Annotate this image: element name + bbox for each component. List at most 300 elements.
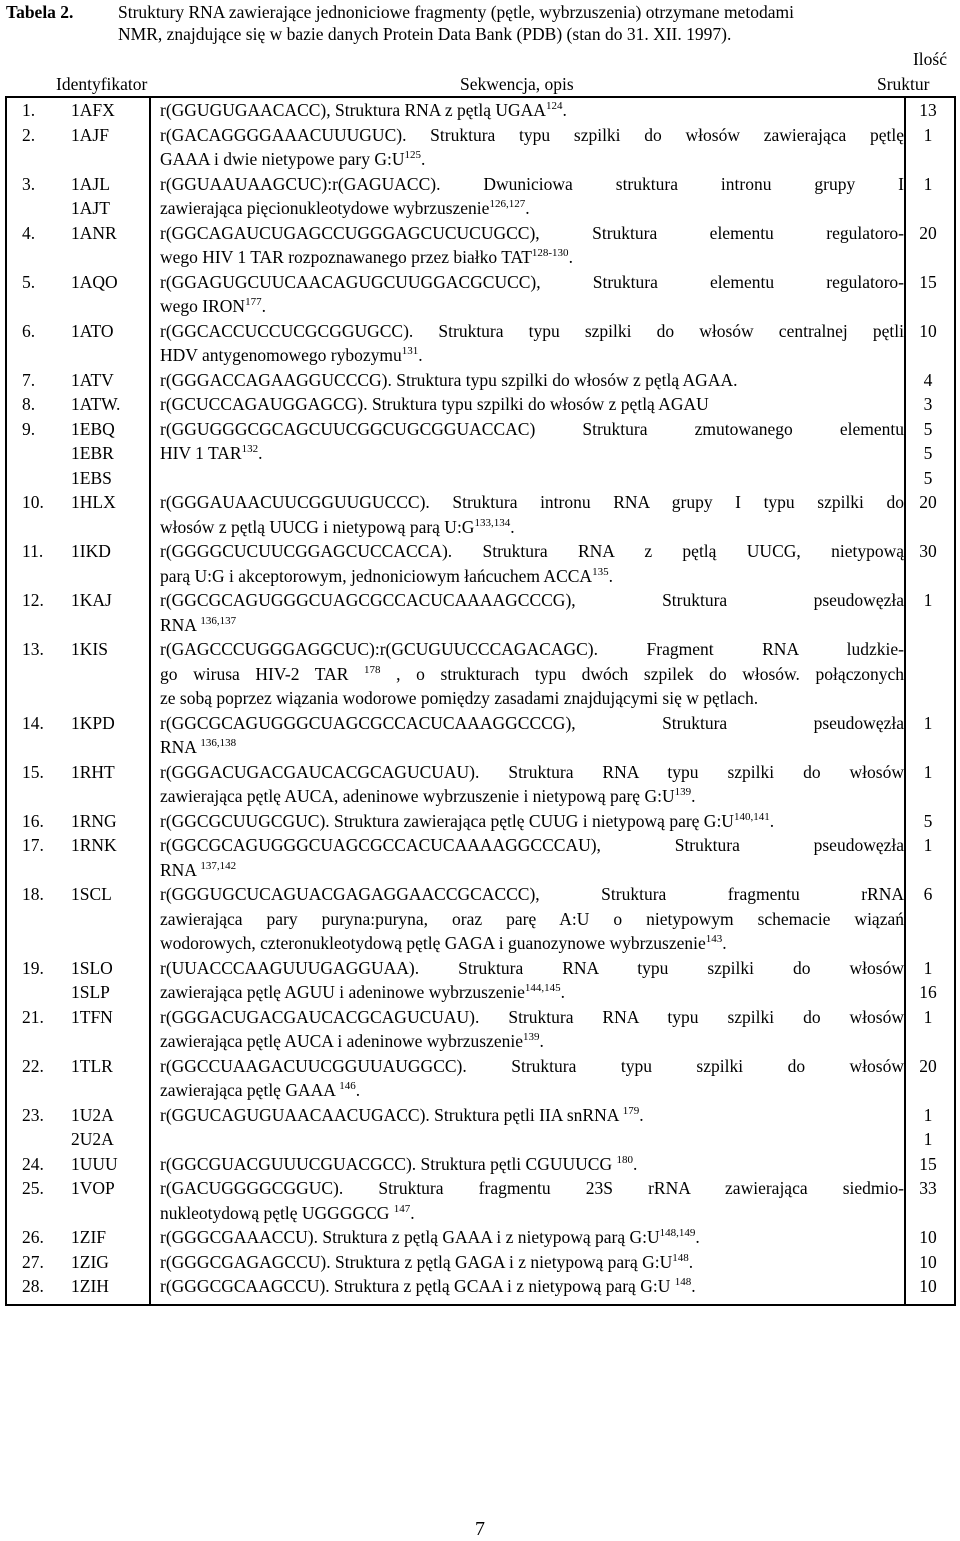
- row-number: [22, 1250, 52, 1275]
- pdb-identifiers: [71, 417, 151, 491]
- description-text: r(GGGGCUCUUCGGAGCUCCACCA). Struktura RNA z pętlą UUCG, nietypową: [160, 541, 904, 561]
- pdb-identifiers: [71, 637, 151, 662]
- sequence-description: [160, 98, 904, 123]
- table-row: [7, 1225, 954, 1250]
- pdb-id: 1TFN: [71, 1006, 113, 1027]
- description-text: nukleotydową pętlę UGGGGCG: [160, 1202, 394, 1223]
- reference-superscript: 178: [364, 663, 381, 676]
- row-number: [22, 417, 52, 442]
- count-value: 1: [923, 1006, 933, 1027]
- structure-count: [908, 1225, 948, 1250]
- structure-count: [908, 270, 948, 295]
- structure-count: [908, 123, 948, 148]
- description-line: [160, 907, 904, 932]
- description-text: .: [769, 810, 775, 831]
- count-value: 15: [919, 271, 937, 292]
- description-text: zawierająca pętlę AGUU i adeninowe wybrzuszenie: [160, 982, 525, 1002]
- sequence-description: [160, 637, 904, 711]
- description-line: [160, 1078, 904, 1103]
- description-line: [160, 760, 904, 785]
- description-text: r(UUACCCAAGUUUGAGGUAA). Struktura RNA typu szpilki do włosów: [160, 957, 904, 978]
- description-line: [160, 1029, 904, 1054]
- description-text: r(GGUGUGAACACC), Struktura RNA z pętlą UGAA: [160, 100, 546, 120]
- description-line: [160, 637, 904, 662]
- description-line: [160, 1176, 904, 1201]
- sequence-description: [160, 1054, 904, 1103]
- structure-count: [908, 98, 948, 123]
- sequence-description: [160, 833, 904, 882]
- sequence-description: [160, 392, 904, 417]
- description-text: r(GGCACCUCCUCGCGGUGCC). Struktura typu szpilki do włosów centralnej pętli: [160, 320, 904, 341]
- structure-count: [908, 1054, 948, 1079]
- reference-superscript: 144,145: [524, 982, 561, 994]
- row-number-text: 17.: [22, 835, 44, 855]
- pdb-identifiers: [71, 539, 151, 564]
- description-line: [160, 686, 904, 711]
- description-text: .: [525, 198, 530, 218]
- description-text: r(GGUGGGCGCAGCUUCGGCUGCGGUACCAC) Struktura zmutowanego elementu: [160, 418, 904, 439]
- row-number-text: 2.: [22, 124, 36, 145]
- description-text: r(GGCGCAGUGGGCUAGCGCCACUCAAAAGGCCCAU), Struktura pseudowęzła: [160, 835, 904, 855]
- table-row: [7, 319, 954, 368]
- reference-superscript: 147: [393, 1202, 411, 1215]
- sequence-description: [160, 1176, 904, 1225]
- description-text: .: [539, 1031, 544, 1051]
- reference-superscript: 126,127: [489, 198, 526, 210]
- sequence-description: [160, 882, 904, 956]
- pdb-identifiers: [71, 392, 151, 417]
- count-value: 5: [923, 467, 933, 488]
- structure-count: [908, 1250, 948, 1275]
- row-number: [22, 98, 52, 123]
- pdb-id: 1AFX: [71, 100, 115, 120]
- pdb-identifiers: [71, 98, 151, 123]
- row-number-text: 27.: [22, 1251, 44, 1272]
- count-value: 15: [919, 1153, 937, 1174]
- description-text: r(GGUCAGUGUAACAACUGACC). Struktura pętli IIA snRNA: [160, 1104, 623, 1125]
- description-text: HDV antygenomowego rybozymu: [160, 345, 402, 365]
- description-text: .: [688, 1251, 694, 1272]
- description-text: r(GGCGUACGUUUCGUACGCC). Struktura pętli CGUUUCG: [160, 1153, 617, 1174]
- description-text: ze sobą poprzez wiązania wodorowe pomiędzy zasadami znajdującymi się w pętlach.: [160, 688, 759, 708]
- description-text: zawierająca pętlę AUCA, adeninowe wybrzuszenie i nietypową parę G:U: [160, 786, 675, 806]
- pdb-id: 1TLR: [71, 1055, 113, 1076]
- reference-superscript: 136,138: [200, 737, 237, 749]
- pdb-id: 1EBQ: [71, 418, 115, 439]
- description-line: [160, 368, 904, 393]
- description-line: [160, 956, 904, 981]
- description-line: [160, 980, 904, 1005]
- description-line: [160, 221, 904, 246]
- row-number: [22, 319, 52, 344]
- pdb-id: 1U2A: [71, 1104, 114, 1125]
- reference-superscript: 124: [545, 100, 563, 112]
- pdb-id: 1UUU: [71, 1153, 118, 1174]
- reference-superscript: 125: [404, 149, 421, 161]
- count-value: 1: [923, 761, 933, 782]
- description-text: .: [560, 982, 566, 1002]
- structure-count: [908, 760, 948, 785]
- count-value: 30: [919, 541, 937, 561]
- count-value: 33: [919, 1178, 937, 1198]
- description-line: [160, 123, 904, 148]
- description-text: r(GGGACUGACGAUCACGCAGUCUAU). Struktura RNA typu szpilki do włosów: [160, 1006, 904, 1027]
- description-text: RNA: [160, 737, 201, 757]
- count-value: 20: [919, 1055, 937, 1076]
- pdb-id: 1ZIH: [71, 1276, 109, 1296]
- pdb-id: 1AJL: [71, 173, 110, 194]
- description-text: r(GAGCCCUGGGAGGCUC):r(GCUGUUCCCAGACAGC). Fragment RNA ludzkie-: [160, 639, 904, 659]
- description-line: [160, 98, 904, 123]
- description-text: r(GGAGUGCUUCAACAGUGCUUGGACGCUCC), Struktura elementu regulatoro-: [160, 271, 904, 292]
- table-row: [7, 392, 954, 417]
- header-identyfikator: Identyfikator: [56, 74, 148, 94]
- pdb-id: 1ANR: [71, 222, 117, 243]
- sequence-description: [160, 1152, 904, 1177]
- description-text: zawierająca pięcionukleotydowe wybrzuszenie: [160, 198, 490, 218]
- row-number-text: 6.: [22, 320, 36, 341]
- structure-count: [908, 1274, 948, 1299]
- row-number-text: 11.: [22, 541, 44, 561]
- pdb-identifiers: [71, 123, 151, 148]
- structure-count: [908, 588, 948, 613]
- description-line: [160, 833, 904, 858]
- pdb-id: 1RNK: [71, 835, 117, 855]
- table-row: [7, 539, 954, 588]
- row-number-text: 24.: [22, 1153, 44, 1174]
- caption-label: Tabela 2.: [6, 2, 74, 22]
- description-text: r(GGGAUAACUUCGGUUGUCCC). Struktura intronu RNA grupy I typu szpilki do: [160, 492, 904, 512]
- count-value: 1: [923, 1129, 933, 1149]
- count-value: 1: [923, 835, 933, 855]
- row-number: [22, 172, 52, 197]
- pdb-id: 1AJF: [71, 124, 109, 145]
- sequence-description: [160, 760, 904, 809]
- count-value: 1: [923, 173, 933, 194]
- row-number: [22, 368, 52, 393]
- header-sruktur: Sruktur: [877, 74, 930, 94]
- sequence-description: [160, 1103, 904, 1128]
- table-row: [7, 711, 954, 760]
- row-number: [22, 956, 52, 981]
- row-number-text: 9.: [22, 418, 36, 439]
- description-text: .: [695, 1227, 700, 1247]
- description-text: r(GGGACUGACGAUCACGCAGUCUAU). Struktura RNA typu szpilki do włosów: [160, 761, 904, 782]
- row-number-text: 19.: [22, 957, 44, 978]
- structures-table: [5, 96, 956, 1306]
- description-text: .: [261, 296, 266, 316]
- row-number: [22, 539, 52, 564]
- pdb-id: 1ZIF: [71, 1227, 106, 1247]
- sequence-description: [160, 417, 904, 466]
- table-row: [7, 588, 954, 637]
- structure-count: [908, 172, 948, 197]
- description-line: [160, 1152, 904, 1177]
- description-text: .: [691, 786, 696, 806]
- description-text: r(GGUAAUAAGCUC):r(GAGUACC). Dwuniciowa struktura intronu grupy I: [160, 173, 904, 194]
- pdb-identifiers: [71, 809, 151, 834]
- count-value: [908, 637, 948, 662]
- pdb-identifiers: [71, 588, 151, 613]
- description-line: [160, 441, 904, 466]
- sequence-description: [160, 956, 904, 1005]
- row-number: [22, 760, 52, 785]
- description-line: [160, 564, 904, 589]
- row-number: [22, 123, 52, 148]
- pdb-id: 1EBR: [71, 443, 114, 463]
- pdb-id: 1KPD: [71, 712, 115, 733]
- count-value: 1: [923, 957, 933, 978]
- description-text: parą U:G i akceptorowym, jednoniciowym łańcuchem ACCA: [160, 565, 593, 586]
- sequence-description: [160, 1274, 904, 1299]
- pdb-identifiers: [71, 760, 151, 785]
- description-line: [160, 711, 904, 736]
- pdb-identifiers: [71, 319, 151, 344]
- count-value: 1: [923, 712, 933, 733]
- count-value: 6: [923, 884, 933, 904]
- pdb-id: 1VOP: [71, 1178, 115, 1198]
- structure-count: [908, 319, 948, 344]
- row-number-text: 22.: [22, 1055, 44, 1076]
- table-row: [7, 123, 954, 172]
- reference-superscript: 140,141: [733, 810, 770, 823]
- count-value: 10: [919, 1276, 937, 1296]
- description-line: [160, 343, 904, 368]
- pdb-id: 1IKD: [71, 541, 111, 561]
- sequence-description: [160, 588, 904, 637]
- description-line: [160, 245, 904, 270]
- description-line: [160, 172, 904, 197]
- description-text: .: [722, 933, 727, 953]
- description-text: wego HIV 1 TAR rozpoznawanego przez białko TAT: [160, 247, 532, 267]
- count-value: 1: [923, 590, 933, 610]
- pdb-id: 1KIS: [71, 639, 108, 659]
- pdb-identifiers: [71, 1225, 151, 1250]
- description-text: .: [410, 1202, 415, 1223]
- description-line: [160, 392, 904, 417]
- reference-superscript: 148: [674, 1276, 692, 1288]
- reference-superscript: 180: [616, 1153, 633, 1166]
- structure-count: [908, 809, 948, 834]
- count-value: 3: [923, 394, 933, 414]
- description-text: .: [568, 247, 573, 267]
- table-row: [7, 1152, 954, 1177]
- description-line: [160, 1201, 904, 1226]
- table-row: [7, 1103, 954, 1152]
- pdb-id: 1KAJ: [71, 590, 112, 610]
- count-value: 5: [923, 810, 933, 831]
- row-number-text: 5.: [22, 271, 36, 292]
- pdb-id: 1SLO: [71, 957, 113, 978]
- description-text: r(GGGUGCUCAGUACGAGAGGAACCGCACCC), Struktura fragmentu rRNA: [160, 884, 904, 904]
- count-value: 4: [923, 369, 933, 390]
- description-line: [160, 662, 904, 687]
- pdb-id: 1ATV: [71, 369, 114, 390]
- reference-superscript: 177: [245, 296, 262, 308]
- description-line: [160, 858, 904, 883]
- sequence-description: [160, 1250, 904, 1275]
- description-line: [160, 1274, 904, 1299]
- table-row: [7, 417, 954, 491]
- row-number-text: 13.: [22, 639, 44, 659]
- pdb-id: 1RNG: [71, 810, 117, 831]
- table-caption: [6, 1, 954, 45]
- pdb-identifiers: [71, 221, 151, 246]
- description-line: [160, 931, 904, 956]
- description-text: .: [258, 443, 263, 463]
- description-text: r(GGCGCAGUGGGCUAGCGCCACUCAAAAGCCCG), Struktura pseudowęzła: [160, 590, 904, 610]
- reference-superscript: 146: [339, 1080, 356, 1092]
- structure-count: [908, 711, 948, 736]
- structure-count: [908, 368, 948, 393]
- reference-superscript: 136,137: [200, 614, 237, 627]
- pdb-id: 1AJT: [71, 198, 110, 218]
- description-text: włosów z pętlą UUCG i nietypową parą U:G: [160, 516, 475, 537]
- pdb-identifiers: [71, 1005, 151, 1030]
- row-number: [22, 588, 52, 613]
- structure-count: [908, 1005, 948, 1030]
- pdb-id: 1ATW.: [71, 394, 121, 414]
- description-text: RNA: [160, 859, 201, 880]
- sequence-description: [160, 1005, 904, 1054]
- structure-count: [908, 221, 948, 246]
- reference-superscript: 133,134: [474, 516, 511, 529]
- row-number-text: 7.: [22, 369, 36, 390]
- description-text: .: [608, 565, 613, 586]
- description-text: .: [691, 1276, 696, 1296]
- reference-superscript: 148,149: [659, 1227, 696, 1239]
- header-ilosc: Ilość: [912, 49, 948, 69]
- pdb-id: 1SCL: [71, 884, 112, 904]
- row-number: [22, 637, 52, 662]
- table-row: [7, 1176, 954, 1225]
- description-text: .: [639, 1104, 644, 1125]
- reference-superscript: 128-130: [531, 247, 569, 259]
- table-row: [7, 833, 954, 882]
- caption-line-1: Struktury RNA zawierające jednoniciowe fragmenty (pętle, wybrzuszenia) otrzymane metodami: [118, 2, 794, 22]
- description-line: [160, 1225, 904, 1250]
- row-number-text: 4.: [22, 222, 36, 243]
- description-text: .: [632, 1153, 638, 1174]
- description-line: [160, 1005, 904, 1030]
- count-value: 20: [919, 222, 937, 243]
- structure-count: [908, 490, 948, 515]
- pdb-identifiers: [71, 1250, 151, 1275]
- pdb-identifiers: [71, 172, 151, 221]
- caption-line-2: NMR, znajdujące się w bazie danych Protein Data Bank (PDB) (stan do 31. XII. 1997).: [118, 24, 732, 44]
- sequence-description: [160, 172, 904, 221]
- description-text: .: [418, 345, 423, 365]
- pdb-id: 1EBS: [71, 467, 112, 488]
- row-number-text: 18.: [22, 884, 44, 904]
- table-row: [7, 809, 954, 834]
- pdb-identifiers: [71, 368, 151, 393]
- pdb-id: 1SLP: [71, 982, 110, 1002]
- description-text: r(GACUGGGGCGGUC). Struktura fragmentu 23S rRNA zawierająca siedmio-: [160, 1178, 904, 1198]
- table-row: [7, 172, 954, 221]
- structure-count: [908, 1152, 948, 1177]
- description-line: [160, 319, 904, 344]
- row-number-text: 21.: [22, 1006, 44, 1027]
- reference-superscript: 135: [592, 565, 609, 578]
- description-text: zawierająca pętlę AUCA i adeninowe wybrzuszenie: [160, 1031, 523, 1051]
- table-row: [7, 368, 954, 393]
- structure-count: [908, 539, 948, 564]
- description-line: [160, 1054, 904, 1079]
- description-line: [160, 196, 904, 221]
- sequence-description: [160, 711, 904, 760]
- structure-count: [908, 882, 948, 907]
- reference-superscript: 139: [674, 786, 692, 798]
- description-text: r(GGGCGCAAGCCU). Struktura z pętlą GCAA i z nietypową parą G:U: [160, 1276, 675, 1296]
- description-text: r(GGCGCUUGCGUC). Struktura zawierająca pętlę CUUG i nietypową parę G:U: [160, 810, 734, 831]
- description-text: wego IRON: [160, 296, 246, 316]
- description-text: r(GACAGGGGAAACUUUGUC). Struktura typu szpilki do włosów zawierająca pętlę: [160, 124, 904, 145]
- description-line: [160, 613, 904, 638]
- row-number-text: 14.: [22, 712, 44, 733]
- table-row: [7, 1054, 954, 1103]
- description-line: [160, 1103, 904, 1128]
- description-line: [160, 490, 904, 515]
- count-value: 1: [923, 1104, 933, 1125]
- description-text: go wirusa HIV-2 TAR: [160, 663, 365, 684]
- description-line: [160, 294, 904, 319]
- table-row: [7, 637, 954, 711]
- description-line: [160, 784, 904, 809]
- description-text: r(GCUCCAGAUGGAGCG). Struktura typu szpilki do włosów z pętlą AGAU: [160, 394, 709, 414]
- row-number: [22, 1005, 52, 1030]
- pdb-identifiers: [71, 490, 151, 515]
- sequence-description: [160, 368, 904, 393]
- description-text: r(GGCAGAUCUGAGCCUGGGAGCUCUCUGCC), Struktura elementu regulatoro-: [160, 222, 904, 243]
- count-value: 10: [919, 1227, 937, 1247]
- count-value: 16: [919, 982, 937, 1002]
- table-row: [7, 882, 954, 956]
- row-number-text: 3.: [22, 173, 36, 194]
- description-line: [160, 735, 904, 760]
- row-number-text: 23.: [22, 1104, 44, 1125]
- description-text: GAAA i dwie nietypowe pary G:U: [160, 149, 405, 169]
- sequence-description: [160, 319, 904, 368]
- table-row: [7, 270, 954, 319]
- row-number: [22, 490, 52, 515]
- row-number: [22, 270, 52, 295]
- structure-count: [908, 1176, 948, 1201]
- description-text: .: [510, 516, 515, 537]
- table-row: [7, 221, 954, 270]
- pdb-identifiers: [71, 1103, 151, 1152]
- description-text: r(GGCGCAGUGGGCUAGCGCCACUCAAAGGCCCG), Struktura pseudowęzła: [160, 712, 904, 733]
- pdb-identifiers: [71, 833, 151, 858]
- row-number-text: 10.: [22, 492, 44, 512]
- pdb-identifiers: [71, 882, 151, 907]
- structure-count: [908, 956, 948, 1005]
- description-line: [160, 588, 904, 613]
- count-value: 13: [919, 100, 937, 120]
- row-number: [22, 809, 52, 834]
- pdb-identifiers: [71, 1176, 151, 1201]
- description-line: [160, 515, 904, 540]
- table-row: [7, 1274, 954, 1299]
- description-line: [160, 1250, 904, 1275]
- reference-superscript: 143: [705, 933, 723, 945]
- reference-superscript: 132: [241, 443, 259, 455]
- structure-count: [908, 637, 948, 662]
- row-number-text: 15.: [22, 761, 44, 782]
- description-text: r(GGGCGAGAGCCU). Struktura z pętlą GAGA i z nietypową parą G:U: [160, 1251, 673, 1272]
- table-row: [7, 1005, 954, 1054]
- pdb-identifiers: [71, 956, 151, 1005]
